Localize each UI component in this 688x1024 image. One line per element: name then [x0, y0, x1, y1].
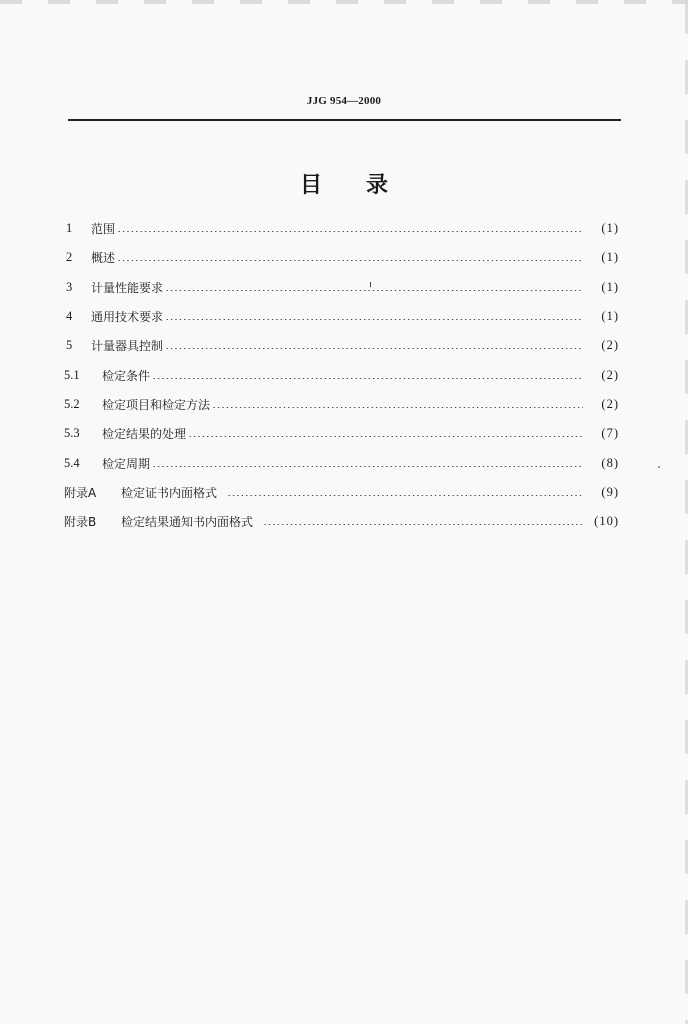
dot-leader: [152, 466, 583, 467]
toc-entry-number: 附录A: [64, 485, 97, 500]
scan-artifact-dot: [658, 466, 660, 468]
toc-entry-title: 检定条件: [102, 368, 151, 383]
toc-entry-title: 检定周期: [102, 456, 151, 471]
page-header-standard-code: JJG 954—2000: [306, 95, 382, 107]
dot-leader: [188, 436, 583, 437]
toc-entry-5[interactable]: [64, 331, 619, 360]
dot-leader: [227, 495, 583, 496]
toc-entry-page: (9): [601, 484, 619, 499]
toc-entry-page: (1): [601, 279, 619, 294]
toc-entry-number: 5.4: [64, 455, 80, 470]
dot-leader: [117, 260, 583, 261]
toc-entry-5-1[interactable]: [64, 360, 619, 389]
toc-entry-page: (1): [601, 309, 619, 324]
toc-entry-page: (10): [594, 514, 619, 529]
toc-entry-title: 检定结果通知书内面格式: [121, 515, 254, 530]
toc-title: 目录: [299, 173, 432, 198]
header-rule: [68, 119, 621, 121]
toc-entry-number: 5.2: [64, 396, 80, 411]
toc-entry-number: 3: [66, 279, 73, 294]
dot-leader: [165, 319, 583, 320]
dot-leader: [165, 348, 583, 349]
toc-entry-2[interactable]: [64, 243, 619, 272]
toc-entry-number: 2: [66, 250, 73, 265]
toc-entry-number: 5.1: [64, 367, 80, 382]
toc-entry-title: 范围: [91, 222, 116, 237]
dot-leader: [152, 378, 583, 379]
toc-entry-5-3[interactable]: [64, 419, 619, 448]
toc-entry-title: 概述: [91, 251, 116, 266]
dot-leader: [263, 524, 583, 525]
toc-entry-page: (2): [601, 367, 619, 382]
scan-edge-top: [0, 0, 688, 4]
toc-entry-5-4[interactable]: [64, 448, 619, 477]
toc-entry-4[interactable]: [64, 302, 619, 331]
toc-entry-title: 检定结果的处理: [102, 427, 187, 442]
toc-entry-number: 5.3: [64, 426, 80, 441]
toc-entry-page: (8): [601, 455, 619, 470]
toc-entry-number: 附录B: [64, 515, 97, 530]
toc-entry-title: 计量器具控制: [91, 339, 164, 354]
toc-entry-title: 检定项目和检定方法: [102, 397, 211, 412]
toc-entry-page: (7): [601, 426, 619, 441]
toc-entry-number: 4: [66, 309, 73, 324]
dot-leader: [117, 231, 583, 232]
toc-entry-5-2[interactable]: [64, 390, 619, 419]
toc-entry-1[interactable]: [64, 214, 619, 243]
toc-entry-title: 检定证书内面格式: [121, 485, 218, 500]
toc-entry-number: 1: [66, 221, 73, 236]
table-of-contents: [64, 214, 619, 536]
toc-entry-appendix-b[interactable]: [64, 507, 619, 536]
scan-artifact-mark: [370, 282, 371, 287]
toc-entry-title: 计量性能要求: [91, 280, 164, 295]
toc-entry-page: (1): [601, 250, 619, 265]
toc-entry-page: (2): [601, 338, 619, 353]
toc-entry-3[interactable]: [64, 273, 619, 302]
toc-entry-page: (1): [601, 221, 619, 236]
toc-entry-page: (2): [601, 396, 619, 411]
toc-entry-title: 通用技术要求: [91, 310, 164, 325]
dot-leader: [165, 290, 583, 291]
dot-leader: [212, 407, 583, 408]
toc-entry-appendix-a[interactable]: [64, 478, 619, 507]
toc-entry-number: 5: [66, 338, 73, 353]
